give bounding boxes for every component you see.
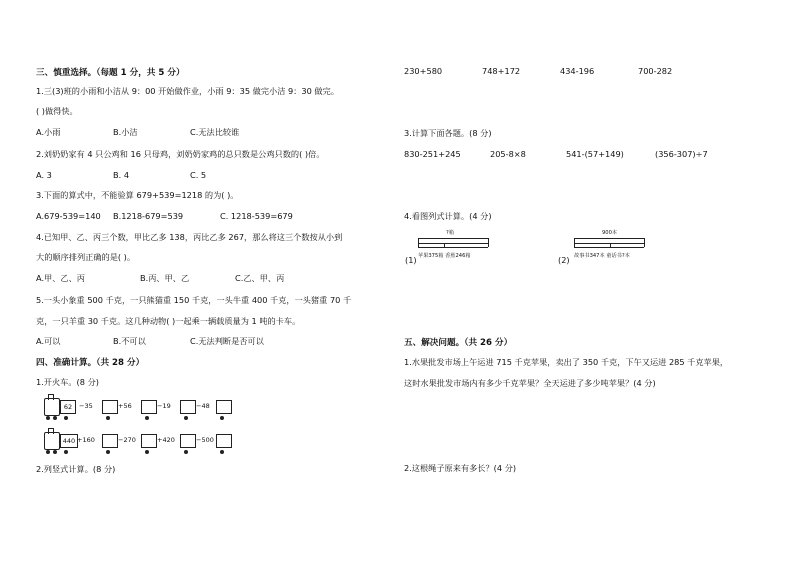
train-1 [44, 396, 234, 422]
train-2-op-2: −270 [118, 436, 136, 444]
q3-2: 2.刘奶奶家有 4 只公鸡和 16 只母鸡，刘奶奶家鸡的总只数是公鸡只数的( )倍。 [36, 149, 325, 159]
q4-4: 4.看图列式计算。(4 分) [404, 211, 492, 221]
vertical-calc-4: 700-282 [638, 66, 673, 76]
q3-1-line1: 1.三(3)班的小雨和小洁从 9：00 开始做作业，小雨 9：35 做完小洁 9：30 做完。 [36, 86, 339, 96]
train-2-op-1: +160 [77, 436, 95, 444]
calc-item-2: 205-8×8 [490, 149, 526, 159]
q3-5-line2: 克，一只羊重 30 千克。这几种动物( )一起乘一辆载质量为 1 吨的卡车。 [36, 316, 301, 326]
diagram-2-bottom-label: 故事书347本 童话书?本 [574, 253, 630, 259]
train-1-answer-box[interactable] [216, 400, 232, 414]
q3-3-option-c: C. 1218-539=679 [220, 211, 293, 221]
q3-4-line2: 大的顺序排列正确的是( )。 [36, 252, 136, 262]
train-1-answer-box[interactable] [141, 400, 157, 414]
q3-4-option-a: A.甲、乙、丙 [36, 273, 85, 283]
locomotive-icon [44, 432, 60, 450]
q3-5-option-c: C.无法判断是否可以 [190, 336, 264, 346]
q3-5-option-a: A.可以 [36, 336, 61, 346]
train-1-start: 62 [60, 400, 76, 414]
train-2 [44, 430, 234, 456]
q3-5-option-b: B.不可以 [113, 336, 146, 346]
train-2-answer-box[interactable] [102, 434, 118, 448]
q5-1-line2: 这时水果批发市场内有多少千克苹果？全天运进了多少吨苹果？(4 分) [404, 378, 656, 388]
section4-title: 四、准确计算。（共 28 分） [36, 358, 145, 368]
section3-title: 三、慎重选择。（每题 1 分，共 5 分） [36, 68, 185, 78]
train-1-answer-box[interactable] [102, 400, 118, 414]
diagram-1-number: (1) [405, 255, 417, 265]
q3-2-option-c: C. 5 [190, 170, 207, 180]
q3-2-option-b: B. 4 [113, 170, 130, 180]
locomotive-icon [44, 398, 60, 416]
train-2-start: 440 [60, 434, 78, 448]
diagram-1-bottom-label: 苹果375箱 香蕉246箱 [418, 253, 471, 259]
q4-1: 1.开火车。(8 分) [36, 377, 99, 387]
diagram-1-top-label: ?箱 [446, 230, 454, 236]
q3-4-option-b: B.丙、甲、乙 [140, 273, 190, 283]
q4-2: 2.列竖式计算。(8 分) [36, 464, 116, 474]
q3-1-option-b: B.小洁 [113, 127, 138, 137]
train-1-op-1: −35 [79, 402, 93, 410]
vertical-calc-1: 230+580 [404, 66, 443, 76]
train-2-op-4: −500 [196, 436, 214, 444]
train-2-answer-box[interactable] [180, 434, 196, 448]
q4-3: 3.计算下面各题。(8 分) [404, 128, 492, 138]
q3-1-line2: ( )做得快。 [36, 106, 78, 116]
q3-1-option-c: C.无法比较谁 [190, 127, 240, 137]
calc-item-3: 541-(57+149) [566, 149, 624, 159]
q3-5-line1: 5.一头小象重 500 千克，一只熊猫重 150 千克，一头牛重 400 千克，一头猪重 70 千 [36, 295, 352, 305]
train-1-op-3: −19 [157, 402, 171, 410]
train-2-op-3: +420 [157, 436, 175, 444]
q3-4-option-c: C.乙、甲、丙 [235, 273, 285, 283]
train-1-answer-box[interactable] [180, 400, 196, 414]
q3-3: 3.下面的算式中，不能验算 679+539=1218 的为( )。 [36, 190, 239, 200]
q5-1-line1: 1.水果批发市场上午运进 715 千克苹果，卖出了 350 千克，下午又运进 285 千克苹果， [404, 357, 729, 367]
q3-4-line1: 4.已知甲、乙、丙三个数，甲比乙多 138，丙比乙多 267，那么将这三个数按从小到 [36, 232, 343, 242]
diagram-2-number: (2) [558, 255, 570, 265]
q3-3-option-a: A.679-539=140 [36, 211, 101, 221]
calc-item-1: 830-251+245 [404, 149, 461, 159]
q3-1-option-a: A.小雨 [36, 127, 61, 137]
diagram-2-top-label: 900本 [602, 230, 618, 236]
train-1-op-2: +56 [118, 402, 132, 410]
section5-title: 五、解决问题。（共 26 分） [404, 338, 513, 348]
train-2-answer-box[interactable] [216, 434, 232, 448]
vertical-calc-2: 748+172 [482, 66, 521, 76]
vertical-calc-3: 434-196 [560, 66, 595, 76]
q3-2-option-a: A. 3 [36, 170, 52, 180]
train-2-answer-box[interactable] [141, 434, 157, 448]
train-1-op-4: −48 [196, 402, 210, 410]
calc-item-4: (356-307)÷7 [655, 149, 708, 159]
q5-2: 2.这根绳子原来有多长？(4 分) [404, 463, 517, 473]
q3-3-option-b: B.1218-679=539 [113, 211, 184, 221]
